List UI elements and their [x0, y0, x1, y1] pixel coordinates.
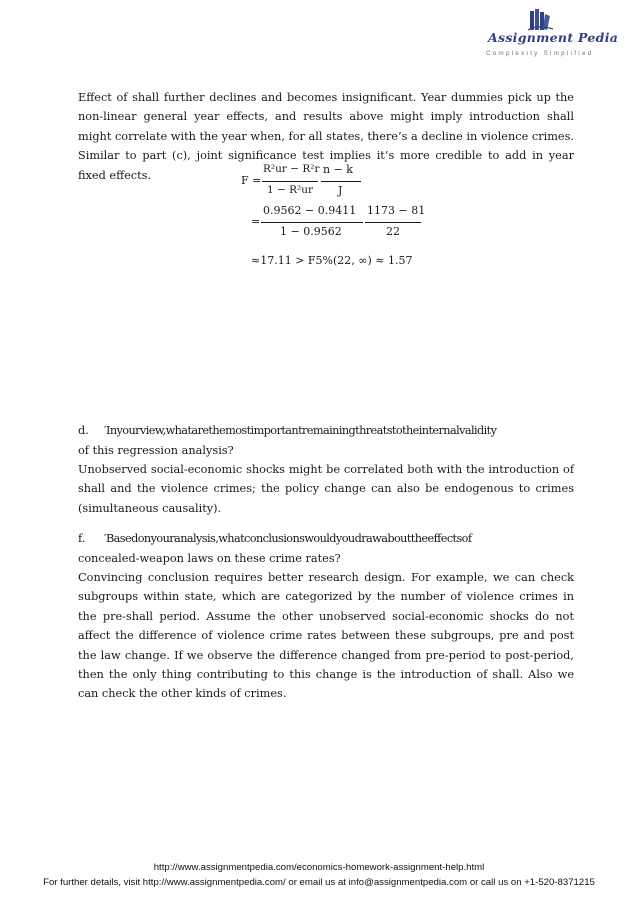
- f-test-equation: [235, 160, 455, 280]
- eq-equals: =: [251, 215, 261, 228]
- eq-n-denominator: 22: [386, 225, 400, 238]
- part-f-question: ′Basedonyouranalysis,whatconclusionswouldyoudrawabouttheeffectsof: [104, 532, 472, 545]
- eq-result: ≈17.11 > F5%(22, ∞) ≈ 1.57: [251, 254, 413, 267]
- eq-r2-numerator: R²ur − R²r: [263, 163, 320, 175]
- part-f-question-cont: concealed-weapon laws on these crime rates?: [78, 552, 341, 565]
- part-f-label: f.: [78, 532, 86, 545]
- part-f-answer: Convincing conclusion requires better research design. For example, we can check subgroups within state, which are categorized by the number of violence crimes in the pre-shall period. Assume the other unobserved social-economic shocks do not affect the difference of violence crime rates between these subgroups, pre and post the law change. If we observe the difference changed from pre-period to post-period, then the only thing contributing to this change is the introduction of shall. Also we can check the other kinds of crimes.: [78, 571, 574, 701]
- eq-lhs: F =: [241, 174, 262, 187]
- footer-link[interactable]: http://www.assignmentpedia.com/economics-homework-assignment-help.html: [153, 862, 485, 873]
- eq-r2-denominator: 1 − R²ur: [267, 184, 314, 196]
- paragraph-year-effects: Effect of shall further declines and becomes insignificant. Year dummies pick up the non-linear general year effects, and results above might imply introduction shall might correlate with the year when, for all states, there’s a decline in violence crimes. Similar to part (c), joint significance test implies it’s more credible to add in year fixed effects.: [78, 91, 574, 182]
- eq-fraction-bar: [262, 181, 318, 182]
- part-d-question: ′Inyourview,whatarethemostimportantremainingthreatstotheinternalvalidity: [104, 424, 497, 437]
- eq-fraction-bar: [321, 181, 361, 182]
- eq-fraction-bar: [365, 222, 421, 223]
- eq-df-numerator: n − k: [323, 163, 353, 176]
- part-d-label: d.: [78, 424, 89, 437]
- eq-df-denominator: J: [338, 184, 343, 197]
- part-d-question-cont: of this regression analysis?: [78, 444, 234, 457]
- eq-values-numerator: 0.9562 − 0.9411: [263, 204, 357, 217]
- eq-n-numerator: 1173 − 81: [367, 204, 426, 217]
- site-logo[interactable]: [478, 8, 628, 64]
- footer-contact[interactable]: For further details, visit http://www.assignmentpedia.com/ or email us at info@assignmentpedia.com or call us on +1-520-8371215: [43, 877, 595, 888]
- eq-fraction-bar: [261, 222, 363, 223]
- eq-values-denominator: 1 − 0.9562: [280, 225, 342, 238]
- part-d-answer: Unobserved social-economic shocks might be correlated both with the introduction of shall and the violence crimes; the policy change can also be endogenous to crimes (simultaneous causality).: [78, 463, 574, 515]
- logo-title: Assignment Pedia: [488, 30, 619, 45]
- logo-tagline: Complexity Simplified: [486, 50, 594, 57]
- book-stack-icon: [526, 8, 554, 32]
